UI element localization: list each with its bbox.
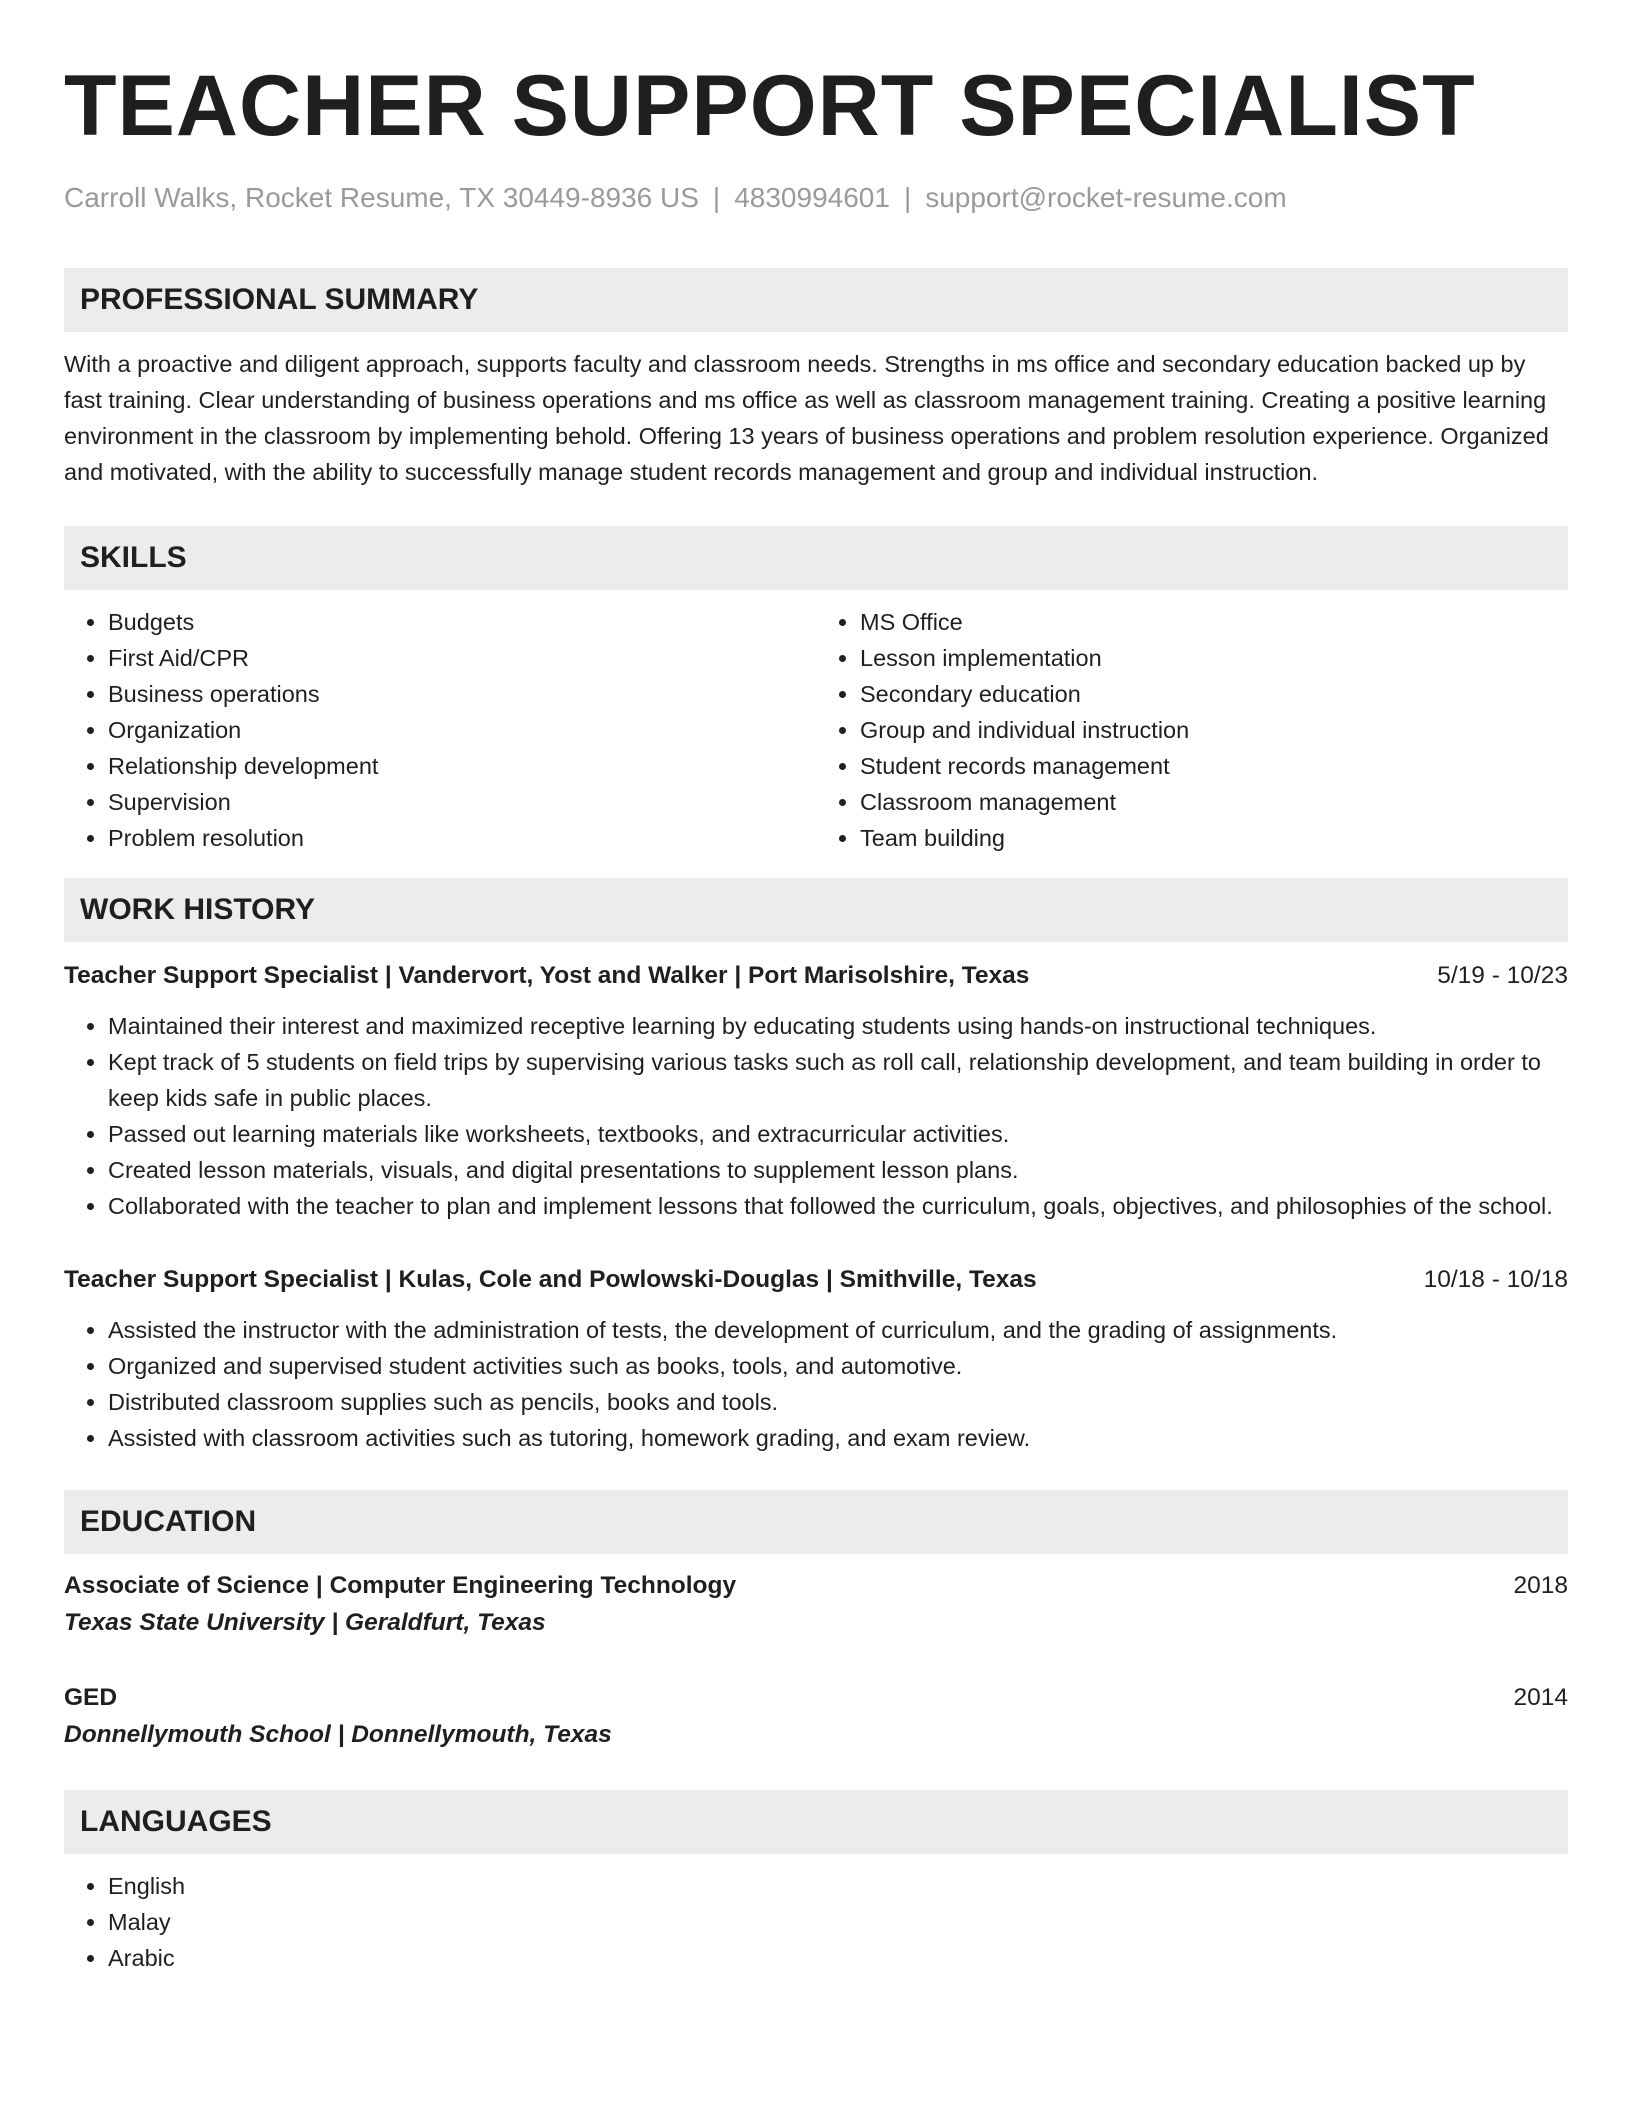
- language-item: • English: [108, 1868, 1568, 1904]
- job-bullet: • Created lesson materials, visuals, and digital presentations to supplement lesson plans.: [108, 1152, 1568, 1188]
- job-bullet: • Distributed classroom supplies such as pencils, books and tools.: [108, 1384, 1568, 1420]
- education-header: [64, 1568, 1568, 1604]
- skill-item: • First Aid/CPR: [108, 640, 816, 676]
- skill-item: • Lesson implementation: [860, 640, 1568, 676]
- summary-text: With a proactive and diligent approach, supports faculty and classroom needs. Strengths in ms office and secondary education backed up by fast training. Clear understanding of business operations and ms office as well as classroom management training. Creating a positive learning environment in the classroom by implementing behold. Offering 13 years of business operations and problem resolution experience. Organized and motivated, with the ability to successfully manage student records management and group and individual instruction.: [64, 351, 1549, 485]
- education-heading: EDUCATION: [64, 1490, 1568, 1554]
- skill-item: • Budgets: [108, 604, 816, 640]
- skill-item: • Business operations: [108, 676, 816, 712]
- skill-item: • Classroom management: [860, 784, 1568, 820]
- language-item: • Arabic: [108, 1940, 1568, 1976]
- contact-email[interactable]: support@rocket-resume.com: [925, 182, 1287, 213]
- skill-item: • Relationship development: [108, 748, 816, 784]
- job-bullet: • Assisted the instructor with the administration of tests, the development of curriculum, and the grading of assignments.: [108, 1312, 1568, 1348]
- job-header: [64, 958, 1568, 994]
- job-bullets: [64, 1312, 1568, 1456]
- languages-list: [64, 1868, 1568, 1976]
- job-title: Teacher Support Specialist | Vandervort, Yost and Walker | Port Marisolshire, Texas: [64, 962, 1030, 989]
- education-degree: GED: [64, 1684, 118, 1711]
- resume-name: TEACHER SUPPORT SPECIALIST: [64, 58, 1476, 154]
- education-school: Donnellymouth School | Donnellymouth, Texas: [64, 1721, 612, 1748]
- job-title: Teacher Support Specialist | Kulas, Cole and Powlowski-Douglas | Smithville, Texas: [64, 1266, 1037, 1293]
- skill-item: • Team building: [860, 820, 1568, 856]
- contact-phone: 4830994601: [734, 182, 890, 213]
- education-date: 2014: [1513, 1684, 1568, 1711]
- education-entry: [64, 1680, 1568, 1754]
- job-bullet: • Assisted with classroom activities such as tutoring, homework grading, and exam review.: [108, 1420, 1568, 1456]
- job-bullet: • Maintained their interest and maximized receptive learning by educating students using hands-on instructional techniques.: [108, 1008, 1568, 1044]
- job-dates: 10/18 - 10/18: [1423, 1266, 1568, 1293]
- contact-separator: |: [903, 182, 912, 213]
- education-entry: [64, 1568, 1568, 1642]
- job-bullets: [64, 1008, 1568, 1224]
- job-bullet: • Collaborated with the teacher to plan and implement lessons that followed the curriculum, goals, objectives, and philosophies of the school.: [108, 1188, 1568, 1224]
- languages-heading: LANGUAGES: [64, 1790, 1568, 1854]
- contact-address: Carroll Walks, Rocket Resume, TX 30449-8936 US: [64, 182, 699, 213]
- job-entry: [64, 1262, 1568, 1456]
- skills-column-right: [816, 604, 1568, 856]
- skill-item: • MS Office: [860, 604, 1568, 640]
- education-school: Texas State University | Geraldfurt, Texas: [64, 1609, 546, 1636]
- education-header: [64, 1680, 1568, 1716]
- job-bullet: • Kept track of 5 students on field trips by supervising various tasks such as roll call, relationship development, and team building in order to keep kids safe in public places.: [108, 1044, 1568, 1116]
- contact-line: [64, 180, 1568, 216]
- education-degree: Associate of Science | Computer Engineering Technology: [64, 1572, 737, 1599]
- job-dates: 5/19 - 10/23: [1437, 962, 1568, 989]
- job-bullet: • Passed out learning materials like worksheets, textbooks, and extracurricular activities.: [108, 1116, 1568, 1152]
- skills-column-left: [64, 604, 816, 856]
- education-date: 2018: [1513, 1572, 1568, 1599]
- skills-heading: SKILLS: [64, 526, 1568, 590]
- work-history-heading: WORK HISTORY: [64, 878, 1568, 942]
- skill-item: • Organization: [108, 712, 816, 748]
- contact-separator: |: [712, 182, 721, 213]
- job-bullet: • Organized and supervised student activities such as books, tools, and automotive.: [108, 1348, 1568, 1384]
- job-header: [64, 1262, 1568, 1298]
- skill-item: • Group and individual instruction: [860, 712, 1568, 748]
- skill-item: • Student records management: [860, 748, 1568, 784]
- skills-list: [64, 604, 1568, 856]
- skill-item: • Secondary education: [860, 676, 1568, 712]
- language-item: • Malay: [108, 1904, 1568, 1940]
- skill-item: • Problem resolution: [108, 820, 816, 856]
- skill-item: • Supervision: [108, 784, 816, 820]
- summary-heading: PROFESSIONAL SUMMARY: [64, 268, 1568, 332]
- job-entry: [64, 958, 1568, 1224]
